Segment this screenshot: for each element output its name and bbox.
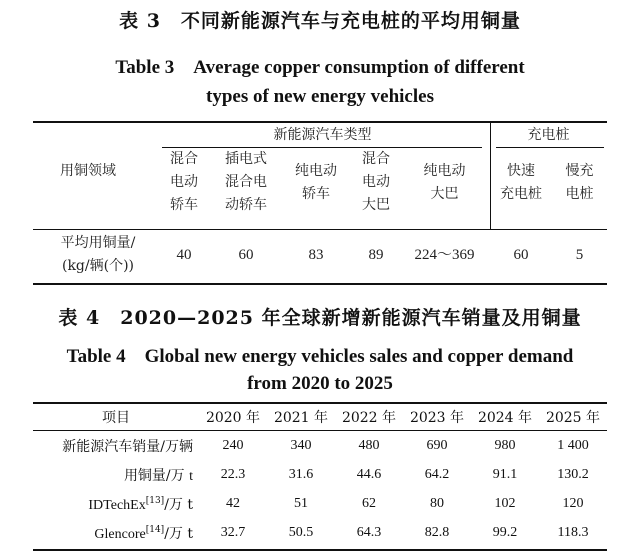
table4-cell: 102	[494, 495, 516, 511]
table-row	[33, 518, 607, 547]
table3-col-bev-sedan: 纯电动 轿车	[295, 163, 337, 202]
table3-top-rule	[33, 121, 607, 123]
table4-row-label: 新能源汽车销量/万辆	[62, 438, 193, 455]
table4-caption-cn: 表 4 2020—2025 年全球新增新能源汽车销量及用铜量	[58, 307, 582, 329]
table4-header-row	[33, 404, 607, 431]
table4-cell: 1 400	[557, 437, 589, 453]
table3-col-hybrid-bus: 混合 电动 大巴	[362, 151, 390, 213]
table4-cell: 32.7	[220, 524, 246, 540]
table4-cell: 50.5	[288, 524, 314, 540]
table4-row-label: IDTechEx[13]/万 t	[88, 495, 193, 513]
table4-year-header: 2025 年	[545, 410, 601, 426]
table-row	[33, 489, 607, 518]
table4-header-item: 项目	[102, 410, 130, 426]
table-row	[33, 431, 607, 461]
table3-col-phev-sedan: 插电式 混合电 动轿车	[225, 151, 267, 213]
table4-cell: 62	[362, 495, 376, 511]
table3-group-charging: 充电桩	[527, 127, 570, 143]
table4-bottom-rule	[33, 549, 607, 551]
table4-cell: 82.8	[424, 524, 450, 540]
table4-cell: 118.3	[557, 524, 589, 540]
table4-cell: 340	[290, 437, 312, 453]
table4-row-label: Glencore[14]/万 t	[94, 524, 193, 542]
table3-col-bev-bus: 纯电动 大巴	[423, 163, 466, 202]
table4-cell: 51	[294, 495, 308, 511]
table4-year-header: 2023 年	[409, 410, 465, 426]
table3-caption-en-2: types of new energy vehicles	[206, 86, 434, 107]
table4-cell: 64.3	[356, 524, 382, 540]
table3-value: 89	[368, 247, 384, 263]
table4-cell: 99.2	[492, 524, 518, 540]
table4-year-header: 2020 年	[205, 410, 261, 426]
table4-year-header: 2022 年	[341, 410, 397, 426]
table4-cell: 480	[358, 437, 380, 453]
table4-cell: 240	[222, 437, 244, 453]
table4-row-label: 用铜量/万 t	[123, 467, 193, 484]
citation-ref[interactable]: [14]	[145, 524, 165, 535]
table-row	[33, 460, 607, 489]
table4-cell: 44.6	[356, 466, 382, 482]
table3-value: 224～369	[414, 247, 475, 263]
table4-cell: 31.6	[288, 466, 314, 482]
table3-bottom-rule	[33, 283, 607, 285]
table4-year-header: 2021 年	[273, 410, 329, 426]
table4-caption-en-1: Table 4 Global new energy vehicles sales and copper demand	[66, 346, 574, 367]
table4-cell: 80	[430, 495, 444, 511]
table3-col-fast-charger: 快速 充电桩	[500, 163, 542, 202]
table3-row-header: 用铜领域	[60, 163, 116, 179]
table3-caption-en-1: Table 3 Average copper consumption of different	[115, 57, 525, 78]
table3-value: 60	[238, 247, 254, 263]
table3-row-label: 平均用铜量/ (kg/辆(个))	[60, 235, 136, 274]
table3-col-slow-charger: 慢充 电桩	[565, 163, 594, 202]
table3-group-rule-charging	[496, 147, 604, 148]
table3-header-rule	[33, 229, 607, 230]
table4-cell: 980	[494, 437, 516, 453]
citation-ref[interactable]: [13]	[145, 495, 165, 506]
table4	[33, 404, 607, 547]
table3-caption-cn: 表 3 不同新能源汽车与充电桩的平均用铜量	[119, 10, 521, 32]
table4-cell: 22.3	[220, 466, 246, 482]
table3-group-vehicles: 新能源汽车类型	[273, 127, 372, 143]
table3-value: 5	[575, 247, 584, 263]
table4-cell: 91.1	[492, 466, 518, 482]
table3-value: 60	[513, 247, 529, 263]
table4-cell: 690	[426, 437, 448, 453]
table4-year-header: 2024 年	[477, 410, 533, 426]
table3-value: 40	[176, 247, 192, 263]
table3-value: 83	[308, 247, 324, 263]
table4-cell: 120	[562, 495, 584, 511]
table4-caption-en-2: from 2020 to 2025	[247, 373, 393, 394]
table3-col-hybrid-sedan: 混合 电动 轿车	[170, 151, 198, 213]
table4-cell: 64.2	[424, 466, 450, 482]
table4-cell: 42	[226, 495, 240, 511]
table4-cell: 130.2	[557, 466, 589, 482]
